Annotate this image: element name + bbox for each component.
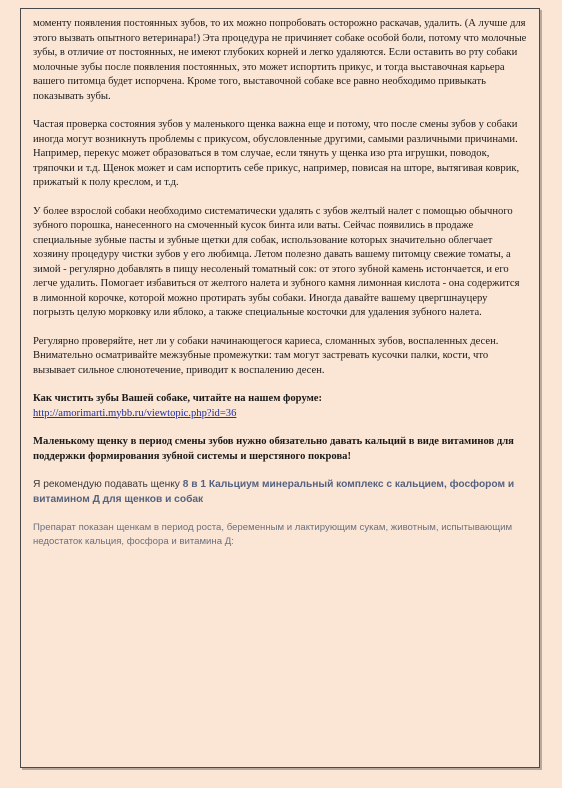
paragraph-adult-cleaning: У более взрослой собаки необходимо систематически удалять с зубов желтый налет с помощью обычного зубного порошка, нанесенного на смоченный кусок бинта или ваты. Сейчас появились в продаже специальные зубные пасты и зубные щетки для собак, использование которых значительно облегчает хозяину процедуру чистки зубов у его любимца. Летом полезно давать вашему питомцу свежие томаты, а зимой - регулярно добавлять в пищу несоленый томатный сок: от этого зубной камень истончается, и его легче удалить. Помогает избавиться от желтого налета и зубного камня лимонная кислота - она содержится в лимонной корочке, которой можно протирать зубы собаки. Иногда давайте вашему цвергшнауцеру погрызть целую морковку или яблоко, а также специальные косточки для удаления зубного налета. xyxy=(33,205,520,318)
product-name: 8 в 1 Кальциум минеральный комплекс с кальцием, фосфором и витамином Д для щенков и собак xyxy=(33,479,515,505)
forum-heading: Как чистить зубы Вашей собаке, читайте на нашем форуме: xyxy=(33,393,323,404)
product-note: Препарат показан щенкам в период роста, беременным и лактирующим сукам, животным, испытывающим недостаток кальция, фосфора и витамина Д: xyxy=(33,522,513,547)
page-frame xyxy=(20,8,540,768)
paragraph-regular-checks: Регулярно проверяйте, нет ли у собаки начинающегося кариеса, сломанных зубов, воспаленных десен. Внимательно осматривайте межзубные промежутки: там могут застревать кусочки палки, кости, что вызывает сильное слюнотечение, приводит к воспалению десен. xyxy=(33,335,499,376)
recommendation-intro: Я рекомендую подавать щенку xyxy=(33,479,183,490)
paragraph-bite-check: Частая проверка состояния зубов у маленького щенка важна еще и потому, что после смены зубов у собаки иногда могут возникнуть проблемы с прикусом, обусловленные другими, самыми различными причинами. Например, перекус может образоваться в том случае, если тянуть у щенка изо рта игрушки, поводок, тряпочки и т.д. Щенок может и сам испортить себе прикус, например, повисая на шторе, вытягивая коврик, прижатый к полу креслом, и т.д. xyxy=(33,119,520,188)
recommendation xyxy=(33,478,527,507)
paragraph-baby-teeth: моменту появления постоянных зубов, то их можно попробовать осторожно раскачав, удалить. (А лучше для этого вызвать опытного ветеринара!) Эта процедура не причиняет собаке особой боли, потому что молочные зубы, в отличие от постоянных, не имеют глубоких корней и легко удаляются. Если оставить во рту собаки молочные зубы после появления постоянных, это может испортить прикус, и тогда выставочная карьера вашего питомца будет испорчена. Кроме того, выставочной собаке все равно необходимо привыкать показывать зубы. xyxy=(33,18,527,102)
forum-link[interactable]: http://amorimarti.mybb.ru/viewtopic.php?id=36 xyxy=(33,407,237,419)
calcium-note: Маленькому щенку в период смены зубов нужно обязательно давать кальций в виде витаминов для поддержки формирования зубной системы и шерстяного покрова! xyxy=(33,436,514,462)
